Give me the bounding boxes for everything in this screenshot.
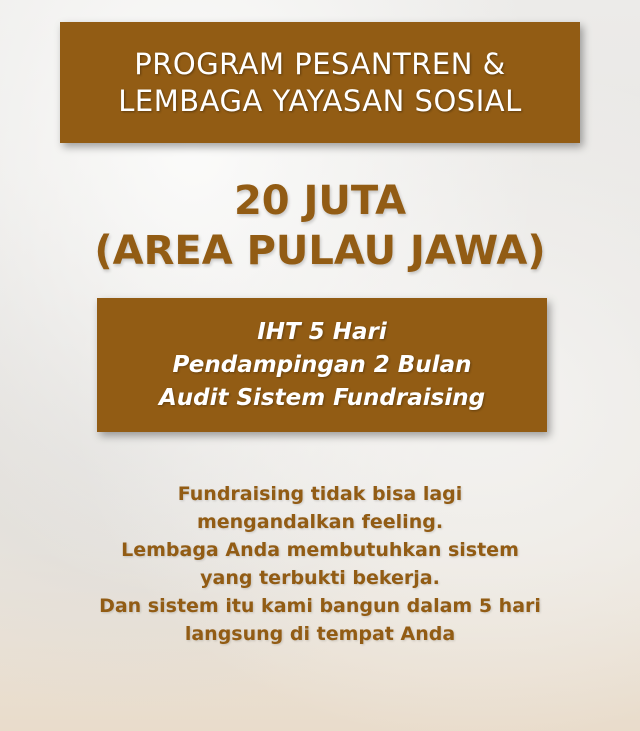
program-title-line: PROGRAM PESANTREN & [134, 46, 506, 81]
description-line: Dan sistem itu kami bangun dalam 5 hari [99, 595, 541, 617]
features-banner [97, 298, 547, 432]
description-line: mengandalkan feeling. [196, 511, 444, 533]
feature-item: Pendampingan 2 Bulan [172, 351, 472, 378]
feature-item: IHT 5 Hari [257, 318, 387, 345]
description-line: yang terbukti bekerja. [200, 567, 440, 589]
description-line: langsung di tempat Anda [184, 623, 456, 645]
program-title-banner [60, 22, 580, 143]
price-headline [0, 176, 640, 276]
description-text [0, 480, 640, 648]
feature-item: Audit Sistem Fundraising [158, 384, 486, 411]
description-line: Fundraising tidak bisa lagi [177, 483, 463, 505]
area-line: (AREA PULAU JAWA) [94, 228, 546, 274]
description-line: Lembaga Anda membutuhkan sistem [121, 539, 519, 561]
price-line: 20 JUTA [233, 178, 407, 224]
program-title-line: LEMBAGA YAYASAN SOSIAL [118, 83, 522, 118]
